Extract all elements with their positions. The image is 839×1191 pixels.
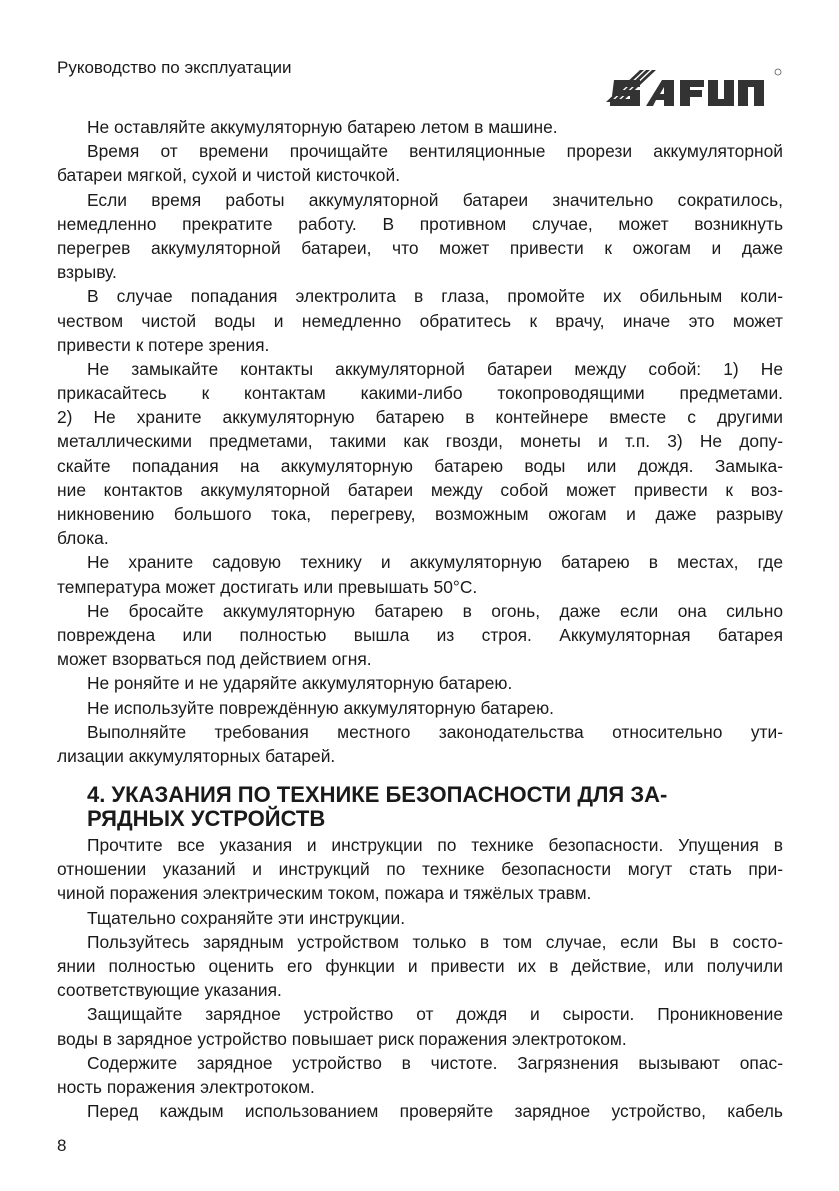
paragraph-line: лизации аккумуляторных батарей. (57, 745, 336, 766)
paragraph-line: Не оставляйте аккумуляторную батарею летом в машине. (87, 117, 558, 137)
paragraph-line: взрыву. (57, 262, 117, 283)
paragraph-line: может взорваться под действием огня. (57, 649, 372, 670)
paragraph-line: отношении указаний и инструкций по технике безопасности могут стать при- (57, 859, 783, 880)
section-heading: 4. УКАЗАНИЯ ПО ТЕХНИКЕ БЕЗОПАСНОСТИ ДЛЯ ЗА- (87, 782, 668, 808)
paragraph-line: соответствующие указания. (57, 980, 282, 1001)
running-header: Руководство по эксплуатации (57, 58, 292, 77)
paragraph-line: Не храните садовую технику и аккумуляторную батарею в местах, где (87, 552, 783, 573)
paragraph-line: Защищайте зарядное устройство от дождя и сырости. Проникновение (87, 1004, 783, 1025)
paragraph-line: Пользуйтесь зарядным устройством только в том случае, если Вы в состо- (87, 931, 783, 952)
paragraph-line: температура может достигать или превышать 50°С. (57, 576, 478, 597)
paragraph-line: немедленно прекратите работу. В противном случае, может возникнуть (57, 213, 783, 234)
paragraph-line: Не бросайте аккумуляторную батарею в огонь, даже если она сильно (87, 600, 783, 621)
paragraph-line: Не роняйте и не ударяйте аккумуляторную батарею. (87, 673, 513, 694)
paragraph-line: 2) Не храните аккумуляторную батарею в контейнере вместе с другими (57, 407, 783, 428)
paragraph-line: Не замыкайте контакты аккумуляторной батареи между собой: 1) Не (87, 358, 783, 379)
paragraph-line: Перед каждым использованием проверяйте зарядное устройство, кабель (87, 1101, 783, 1122)
paragraph-line: Выполняйте требования местного законодательства относительно ути- (87, 721, 783, 742)
paragraph-line: прикасайтесь к контактам какими-либо токопроводящими предметами. (57, 383, 783, 404)
paragraph-line: Если время работы аккумуляторной батареи значительно сократилось, (87, 189, 783, 210)
paragraph-line: никновению большого тока, перегреву, возможным ожогам и даже разрыву (57, 504, 783, 524)
paragraph-line: чеством чистой воды и немедленно обратитесь к врачу, иначе это может (57, 310, 783, 331)
section-heading: РЯДНЫХ УСТРОЙСТВ (87, 806, 326, 832)
paragraph-line: блока. (57, 528, 109, 549)
paragraph-line: воды в зарядное устройство повышает риск поражения электротоком. (57, 1028, 627, 1049)
paragraph-line: Время от времени прочищайте вентиляционные прорези аккумуляторной (87, 141, 783, 162)
safun-logo (600, 62, 790, 110)
paragraph-line: повреждена или полностью вышла из строя. Аккумуляторная батарея (57, 624, 783, 645)
document-body (57, 115, 783, 1123)
paragraph-line: Содержите зарядное устройство в чистоте. Загрязнения вызывают опас- (87, 1052, 783, 1073)
page-number: 8 (57, 1136, 67, 1155)
paragraph-line: металлическими предметами, такими как гвозди, монеты и т.п. 3) Не допу- (57, 431, 783, 452)
paragraph-line: батареи мягкой, сухой и чистой кисточкой. (57, 165, 401, 186)
paragraph-line: Прочтите все указания и инструкции по технике безопасности. Упущения в (87, 835, 783, 856)
paragraph-line: привести к потере зрения. (57, 334, 270, 355)
paragraph-line: ность поражения электротоком. (57, 1076, 315, 1097)
paragraph-line: ние контактов аккумуляторной батареи между собой может привести к воз- (57, 479, 783, 500)
paragraph-line: перегрев аккумуляторной батареи, что может привести к ожогам и даже (57, 237, 783, 258)
paragraph-line: Не используйте повреждённую аккумуляторную батарею. (87, 697, 554, 718)
paragraph-line: В случае попадания электролита в глаза, промойте их обильным коли- (87, 286, 783, 307)
paragraph-line: Тщательно сохраняйте эти инструкции. (87, 907, 406, 928)
paragraph-line: скайте попадания на аккумуляторную батарею воды или дождя. Замыка- (57, 455, 783, 476)
paragraph-line: чиной поражения электрическим током, пожара и тяжёлых травм. (57, 883, 592, 904)
paragraph-line: янии полностью оценить его функции и привести их в действие, или получили (57, 956, 783, 976)
